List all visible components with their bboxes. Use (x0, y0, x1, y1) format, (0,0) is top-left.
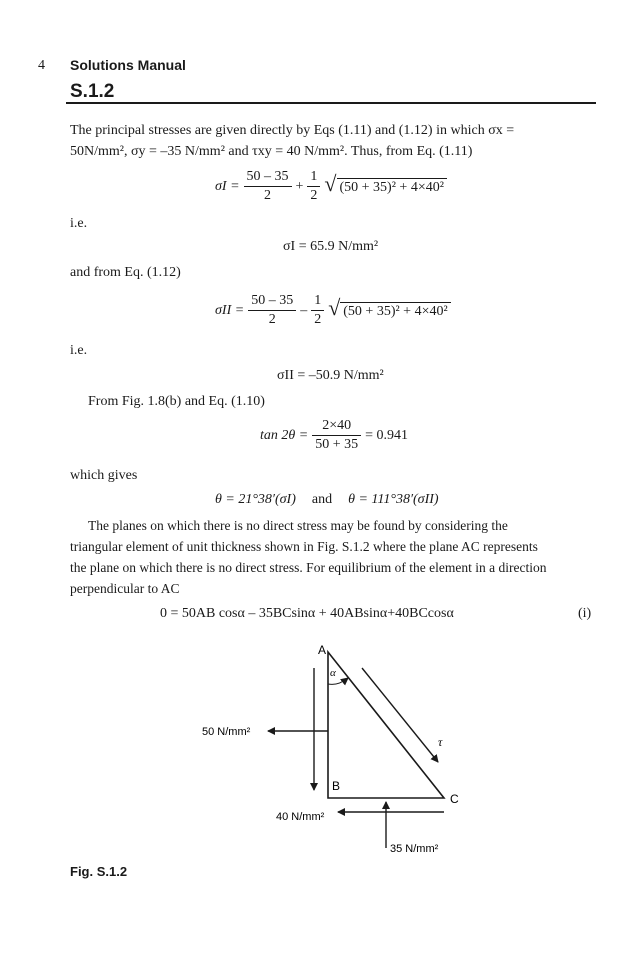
label-load-40: 40 N/mm² (276, 811, 325, 823)
equation-sigma-1 (215, 166, 447, 206)
theta-values (215, 489, 439, 510)
para2-line4: perpendicular to AC (70, 581, 180, 596)
label-c: C (450, 792, 459, 806)
ie-label-1: i.e. (70, 216, 88, 231)
eq2-numerator: 50 – 35 (248, 292, 296, 311)
running-title: Solutions Manual (70, 57, 186, 73)
para2-line2: triangular element of unit thickness shown in Fig. S.1.2 where the plane AC represents (70, 539, 538, 554)
para1-line2: 50N/mm², σy = –35 N/mm² and τxy = 40 N/mm². Thus, from Eq. (1.11) (70, 144, 473, 159)
eq2-numerator-2: 1 (311, 292, 324, 311)
figure-triangle-element (190, 638, 480, 860)
from-eq-112: and from Eq. (1.12) (70, 265, 181, 280)
para2-line1: The planes on which there is no direct stress may be found by considering the (88, 518, 508, 533)
eq3-lhs: tan 2θ = (260, 427, 309, 443)
label-b: B (332, 779, 341, 793)
equation-tag: (i) (578, 606, 592, 621)
eq1-numerator: 50 – 35 (244, 168, 292, 187)
label-load-35: 35 N/mm² (390, 843, 439, 855)
equation-tan (260, 415, 408, 455)
eq2-lhs: σII = (215, 302, 245, 318)
para1-line1: The principal stresses are given directly by Eqs (1.11) and (1.12) in which σx = (70, 123, 515, 138)
eq1-radicand: (50 + 35)² + 4×40² (337, 178, 447, 197)
label-load-50: 50 N/mm² (202, 726, 251, 738)
arrow-tau (362, 668, 438, 762)
eq3-numerator: 2×40 (312, 417, 361, 436)
section-title: S.1.2 (70, 81, 115, 102)
page-number: 4 (38, 58, 45, 73)
sqrt-icon: √ (324, 170, 337, 196)
from-fig-18b: From Fig. 1.8(b) and Eq. (1.10) (88, 394, 265, 409)
theta-and: and (311, 492, 333, 507)
which-gives: which gives (70, 468, 138, 483)
section-rule (66, 102, 596, 104)
eq2-radicand: (50 + 35)² + 4×40² (340, 302, 450, 321)
figure-caption: Fig. S.1.2 (70, 864, 128, 879)
eq2-denominator: 2 (268, 311, 276, 327)
ie-label-2: i.e. (70, 343, 88, 358)
theta-value-a: θ = 21°38′(σI) (215, 492, 296, 507)
result-sigma-2: σII = –50.9 N/mm² (277, 368, 384, 383)
eq3-rhs: = 0.941 (365, 427, 409, 443)
sqrt-icon: √ (328, 294, 341, 320)
equation-sigma-2 (215, 290, 451, 330)
eq1-operator: + (295, 178, 304, 194)
result-sigma-1: σI = 65.9 N/mm² (283, 239, 379, 254)
eq2-denominator-2: 2 (314, 311, 322, 327)
eq1-lhs: σI = (215, 178, 240, 194)
eq3-denominator: 50 + 35 (315, 436, 359, 452)
label-tau: τ (438, 735, 443, 749)
label-a: A (318, 643, 327, 657)
theta-value-b: θ = 111°38′(σII) (348, 492, 439, 507)
label-alpha: α (330, 667, 336, 679)
eq1-denominator-2: 2 (310, 187, 318, 203)
equation-equilibrium: 0 = 50AB cosα – 35BCsinα + 40ABsinα+40BCcosα (160, 606, 454, 621)
triangle-abc (328, 652, 444, 798)
eq1-numerator-2: 1 (307, 168, 320, 187)
para2-line3: the plane on which there is no direct stress. For equilibrium of the element in a direction (70, 560, 547, 575)
eq1-denominator: 2 (264, 187, 272, 203)
eq2-operator: – (300, 302, 308, 318)
